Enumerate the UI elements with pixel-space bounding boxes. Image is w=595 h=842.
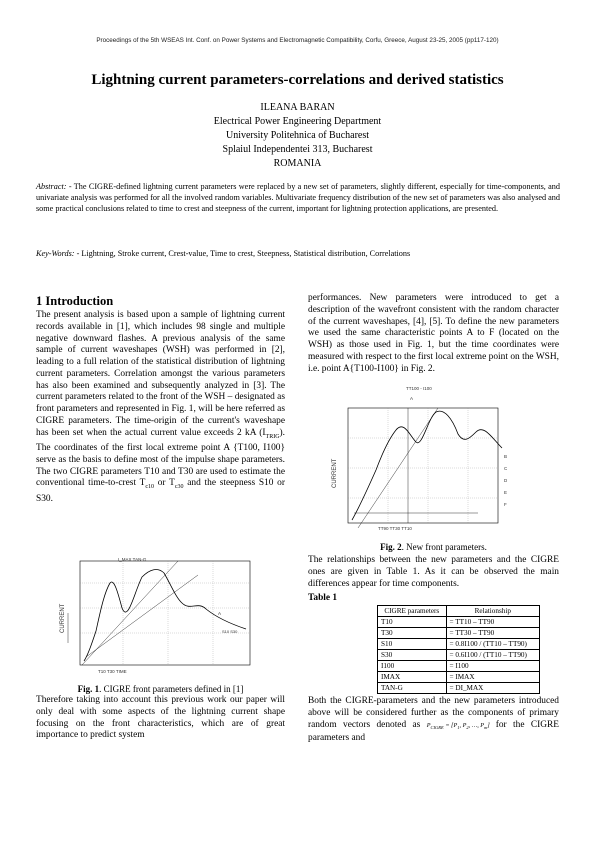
svg-text:TT90 TT30 TT10: TT90 TT30 TT10 <box>378 526 412 531</box>
figure-1-cigre-parameters <box>58 553 270 675</box>
intro-text-a: The present analysis is based upon a sample of lightning current records available in [1], which includes 98 single and multiple negative downward flashes. A previous analysis of the same sample of current waveshapes (WSH) was performed in [2], leading to a full relation of the statistical distribution of lightning current parameters. Correlation amongst the various parameters has also been examined and subsequently analyzed in [3]. The current parameters related to the front of the WSH – designated as front parameters and represented in Fig. 1, will be here referred as CIGRE parameters. The time-origin of the current's waveshape has been set when the actual current value exceeds 2 kA (I <box>36 310 285 438</box>
author-name: ILEANA BARAN <box>260 102 335 113</box>
table-cell-parameter: TAN-G <box>378 683 447 694</box>
intro-paragraph-1 <box>36 310 285 506</box>
figure-1-caption-text: . CIGRE front parameters defined in [1] <box>99 684 244 694</box>
table-1-title: Table 1 <box>308 593 338 603</box>
author-country: ROMANIA <box>273 158 322 169</box>
running-header: Proceedings of the 5th WSEAS Int. Conf. on Power Systems and Electromagnetic Compatibility, Corfu, Greece, August 23-25, 2005 (pp117-120) <box>96 37 499 44</box>
table-cell-relationship: = 0.6I100 / (TT10 – TT90) <box>446 650 539 661</box>
intro-paragraph-2: Therefore taking into account this previous work our paper will only deal with some aspects of the lightning current shape focusing on the front characteristics, which are of great importance to predict system <box>36 695 285 741</box>
svg-text:F: F <box>504 502 507 507</box>
c30-subscript: c30 <box>174 484 184 491</box>
c10-subscript: c10 <box>145 484 155 491</box>
table-header-row <box>378 606 540 617</box>
table-row <box>378 661 540 672</box>
table-cell-parameter: T10 <box>378 617 447 628</box>
table-cell-relationship: = TT10 – TT90 <box>446 617 539 628</box>
svg-text:I_MAX TAN-G: I_MAX TAN-G <box>118 557 147 562</box>
intro-text-end: and the steepness S10 or S30. <box>36 478 285 504</box>
keywords-label: Key-Words: <box>36 249 75 258</box>
svg-text:C: C <box>504 466 508 471</box>
svg-text:CURRENT: CURRENT <box>60 603 66 633</box>
abstract <box>36 181 560 214</box>
svg-text:E: E <box>504 490 508 495</box>
table-cell-parameter: T30 <box>378 628 447 639</box>
table-cell-relationship: = DI_MAX <box>446 683 539 694</box>
table-row <box>378 672 540 683</box>
figure-2-caption-text: . New front parameters. <box>401 542 487 552</box>
keywords-text: - Lightning, Stroke current, Crest-value, Time to crest, Steepness, Statistical distribution, Correlations <box>74 249 411 258</box>
intro-text-or: or T <box>154 478 175 489</box>
figure-2-new-front-parameters <box>318 378 552 538</box>
figure-1-caption <box>36 684 285 694</box>
intro-paragraph-4: The relationships between the new parameters and the CIGRE ones are given in Table 1. As it can be observed the main differences appear for time components. <box>308 555 559 589</box>
trig-subscript: TRIG <box>265 433 280 440</box>
abstract-label: Abstract: <box>36 182 67 191</box>
intro-text-b: ). The coordinates of the first local extreme point A {T100, I100} serve as the basis to define most of the impulse shape parameters. The two CIGRE parameters T10 and T30 are used to estimate the conventional time-to-crest T <box>36 427 285 489</box>
intro-paragraph-3: performances. New parameters were introduced to get a description of the wavefront consistent with the random character of the current waveshapes, [4], [5]. To define the new parameters we used the same characteristic points A to F (located on the WSH) as those used in Fig. 1, but the time coordinates were measured with respect to the first local extreme point on the WSH, i.e. point A{T100-I100} in Fig. 2. <box>308 293 559 374</box>
table-row <box>378 683 540 694</box>
svg-text:A: A <box>218 611 222 616</box>
table-1-relationships <box>377 605 540 694</box>
table-cell-relationship: = 0.8I100 / (TT10 – TT90) <box>446 639 539 650</box>
table-cell-relationship: = I100 <box>446 661 539 672</box>
keywords <box>36 249 560 258</box>
table-cell-parameter: S10 <box>378 639 447 650</box>
svg-text:A: A <box>410 396 414 401</box>
abstract-text: - The CIGRE-defined lightning current parameters were replaced by a new set of parameters, slightly different, especially for time-components, and univariate analysis was performed for all the involved random variables. Multivariate frequency distribution of the new set of parameters was also analysed and some practical conclusions related to time to crest and steepness of the current, important for lightning protection applications, are presented. <box>36 182 560 214</box>
table-header-relationship: Relationship <box>446 606 539 617</box>
svg-text:TT100 - I100: TT100 - I100 <box>406 386 432 391</box>
svg-text:S10 S30: S10 S30 <box>222 629 238 634</box>
intro-paragraph-5 <box>308 696 559 745</box>
intro-text-5a: Both the CIGRE-parameters and the new parameters introduced above will be considered further as the components of primary random vectors denoted as <box>308 696 559 730</box>
intro-text-5b: for the CIGRE parameters and <box>308 719 560 744</box>
table-row <box>378 639 540 650</box>
table-header-cigre: CIGRE parameters <box>378 606 447 617</box>
table-cell-relationship: = IMAX <box>446 672 539 683</box>
svg-text:B: B <box>504 454 508 459</box>
paper-title: Lightning current parameters-correlations and derived statistics <box>91 72 504 88</box>
author-dept: Electrical Power Engineering Department <box>213 116 382 127</box>
table-cell-relationship: = TT30 – TT90 <box>446 628 539 639</box>
random-vector-formula: $P_{CIGRE} = [P_1$, $P_2$, …, $P_m$] <box>426 721 490 730</box>
table-cell-parameter: I100 <box>378 661 447 672</box>
table-row <box>378 650 540 661</box>
table-row <box>378 628 540 639</box>
svg-text:D: D <box>504 478 508 483</box>
author-univ: University Politehnica of Bucharest <box>225 130 370 141</box>
table-cell-parameter: S30 <box>378 650 447 661</box>
table-row <box>378 617 540 628</box>
table-cell-parameter: IMAX <box>378 672 447 683</box>
svg-text:CURRENT: CURRENT <box>332 458 338 488</box>
author-address: Splaiul Independentei 313, Bucharest <box>222 144 373 155</box>
section-heading: 1 Introduction <box>36 294 114 308</box>
figure-2-caption <box>308 542 559 552</box>
figure-1-label: Fig. 1 <box>77 684 100 694</box>
svg-text:T10 T30 TIME: T10 T30 TIME <box>98 669 127 674</box>
figure-2-label: Fig. 2 <box>380 542 402 552</box>
